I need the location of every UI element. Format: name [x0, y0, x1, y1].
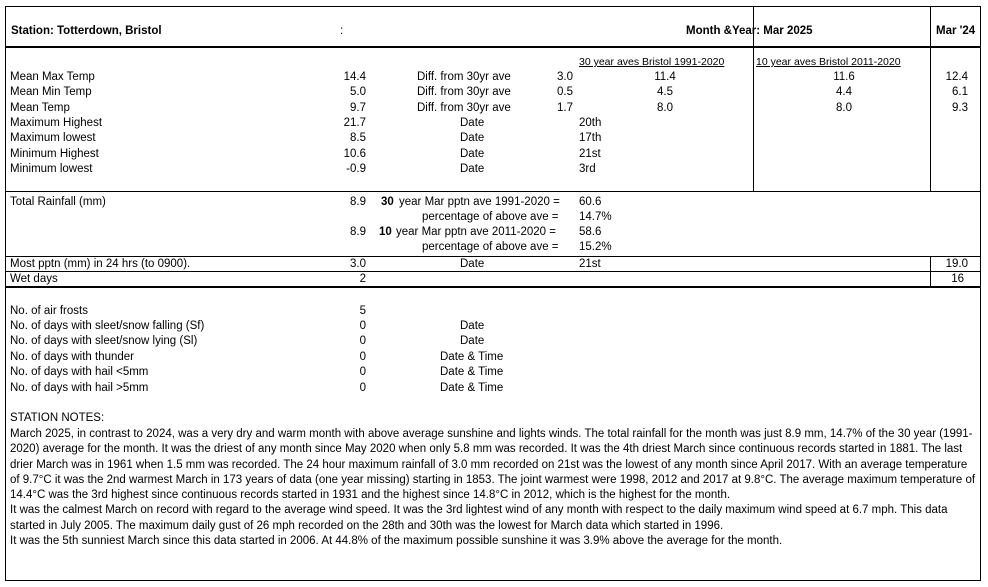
- header-colon: :: [340, 25, 344, 37]
- row-value: -0.9: [346, 163, 366, 175]
- rainfall-label: Total Rainfall (mm): [10, 196, 106, 208]
- row-value: 10.6: [343, 148, 366, 160]
- month-year: Month &Year: Mar 2025: [686, 25, 813, 37]
- wet-days-divider: [5, 271, 981, 272]
- most-pptn-date: 21st: [579, 258, 601, 270]
- table-border-bottom: [5, 580, 981, 581]
- diff-label: Diff. from 30yr ave: [417, 102, 511, 114]
- table-border-right: [980, 6, 981, 581]
- ave10-value: 4.4: [836, 86, 852, 98]
- wet-days-value: 2: [359, 273, 366, 285]
- row-value: 9.7: [350, 102, 366, 114]
- wet-days-prev: 16: [951, 273, 964, 285]
- count-extra-hail-large: Date & Time: [440, 382, 504, 394]
- section-divider: [5, 286, 981, 288]
- ave30-rain-value: 60.6: [579, 196, 602, 208]
- count-value-sleet-lying: 0: [359, 335, 366, 347]
- ave30-subheader: 30 year aves Bristol 1991-2020: [579, 56, 725, 68]
- ave30-value: 4.5: [657, 86, 673, 98]
- count-value-sleet-falling: 0: [359, 320, 366, 332]
- table-border-left: [5, 6, 6, 581]
- station-name: Station: Totterdown, Bristol: [11, 25, 162, 37]
- prev-value: 6.1: [952, 86, 968, 98]
- prev-value: 12.4: [945, 71, 968, 83]
- rainfall-value-30: 8.9: [350, 196, 366, 208]
- diff-value: 3.0: [557, 71, 573, 83]
- rainfall-value-10: 8.9: [350, 226, 366, 238]
- count-extra-hail-small: Date & Time: [440, 366, 504, 378]
- count-label-thunder: No. of days with thunder: [10, 351, 135, 363]
- row-label: Mean Max Temp: [10, 71, 95, 83]
- diff-label: Diff. from 30yr ave: [417, 71, 511, 83]
- most-pptn-value: 3.0: [350, 258, 366, 270]
- rain-divider-top: [5, 191, 981, 192]
- row-label: Mean Temp: [10, 102, 70, 114]
- ave10-value: 11.6: [833, 71, 855, 83]
- count-extra-sleet-falling: Date: [460, 320, 485, 332]
- row-value: 14.4: [343, 71, 366, 83]
- count-value-hail-small: 0: [359, 366, 366, 378]
- table-border-top: [5, 6, 981, 7]
- count-label-sleet-lying: No. of days with sleet/snow lying (Sl): [10, 335, 198, 347]
- count-label-air-frosts: No. of air frosts: [10, 305, 88, 317]
- ave30-value: 11.4: [654, 71, 676, 83]
- count-extra-thunder: Date & Time: [440, 351, 504, 363]
- count-value-air-frosts: 5: [359, 305, 366, 317]
- row-value: 21.7: [343, 117, 366, 129]
- most-pptn-date-label: Date: [460, 258, 485, 270]
- pct30-label: percentage of above ave =: [422, 211, 559, 223]
- count-label-sleet-falling: No. of days with sleet/snow falling (Sf): [10, 320, 205, 332]
- ave30-rain-text: year Mar pptn ave 1991-2020 =: [399, 196, 560, 208]
- notes-paragraph: It was the 5th sunniest March since this data started in 2006. At 44.8% of the maximum possible sunshine it was 3.9% above the average for the month.: [10, 535, 783, 548]
- wet-days-label: Wet days: [10, 273, 58, 285]
- count-label-hail-small: No. of days with hail <5mm: [10, 366, 149, 378]
- date-value: 21st: [579, 148, 601, 160]
- prev-year-header: Mar '24: [936, 25, 976, 37]
- notes-paragraph: It was the calmest March on record with regard to the average wind speed. It was the 3rd lightest wind of any month with respect to the daily maximum wind speed at 6.7 mph. This data started in July 2005. The maximum daily gust of 26 mph recorded on the 28th and 30th was the lowest for March data which started in 1996.: [10, 504, 948, 532]
- ave30-value: 8.0: [657, 102, 673, 114]
- count-value-hail-large: 0: [359, 382, 366, 394]
- pct10-value: 15.2%: [579, 241, 612, 253]
- date-value: 20th: [579, 117, 602, 129]
- count-label-hail-large: No. of days with hail >5mm: [10, 382, 149, 394]
- ave10-subheader: 10 year aves Bristol 2011-2020: [756, 56, 901, 68]
- row-label: Mean Min Temp: [10, 86, 92, 98]
- diff-value: 1.7: [557, 102, 573, 114]
- date-label: Date: [460, 132, 485, 144]
- ave10-rain-value: 58.6: [579, 226, 602, 238]
- notes-heading: STATION NOTES:: [10, 412, 105, 424]
- pct30-value: 14.7%: [579, 211, 612, 223]
- date-value: 17th: [579, 132, 602, 144]
- most-pptn-prev: 19.0: [945, 258, 968, 270]
- row-label: Maximum lowest: [10, 132, 96, 144]
- ave30-prefix: 30: [381, 196, 394, 208]
- row-label: Maximum Highest: [10, 117, 103, 129]
- row-value: 5.0: [350, 86, 366, 98]
- row-label: Minimum Highest: [10, 148, 99, 160]
- notes-paragraph: March 2025, in contrast to 2024, was a very dry and warm month with above average sunshine and lights winds. The total rainfall for the month was just 8.9 mm, 14.7% of the 30 year (1991-2020) average for the month. It was the driest of any month since May 2020 when only 5.8 mm was recorded. It was the 4th driest March since continuous records started in 1881. The last drier March was in 1961 when 1.5 mm was recorded. The 24 hour maximum rainfall of 3.0 mm recorded on 21st was the lowest of any month since April 2017. With an average temperature of 9.7°C it was the 2nd warmest March in 173 years of data (one year missing) starting in 1853. The joint warmest were 1998, 2012 and 2017 at 9.8°C. The average maximum temperature of 14.4°C was the 3rd highest since continuous records started in 1931 and the highest since 14.8°C in 2012, which is the highest for the month.: [10, 428, 976, 502]
- pct10-label: percentage of above ave =: [422, 241, 559, 253]
- date-label: Date: [460, 148, 485, 160]
- row-value: 8.5: [350, 132, 366, 144]
- station-notes: [10, 427, 976, 549]
- header-divider: [5, 46, 981, 48]
- date-label: Date: [460, 163, 485, 175]
- diff-label: Diff. from 30yr ave: [417, 86, 511, 98]
- count-value-thunder: 0: [359, 351, 366, 363]
- diff-value: 0.5: [557, 86, 573, 98]
- ave10-value: 8.0: [836, 102, 852, 114]
- row-label: Minimum lowest: [10, 163, 93, 175]
- ave10-rain-text: year Mar pptn ave 2011-2020 =: [396, 226, 556, 238]
- date-value: 3rd: [579, 163, 596, 175]
- count-extra-sleet-lying: Date: [460, 335, 485, 347]
- date-label: Date: [460, 117, 485, 129]
- most-pptn-label: Most pptn (mm) in 24 hrs (to 0900).: [10, 258, 191, 270]
- ave10-prefix: 10: [379, 226, 392, 238]
- prev-value: 9.3: [952, 102, 968, 114]
